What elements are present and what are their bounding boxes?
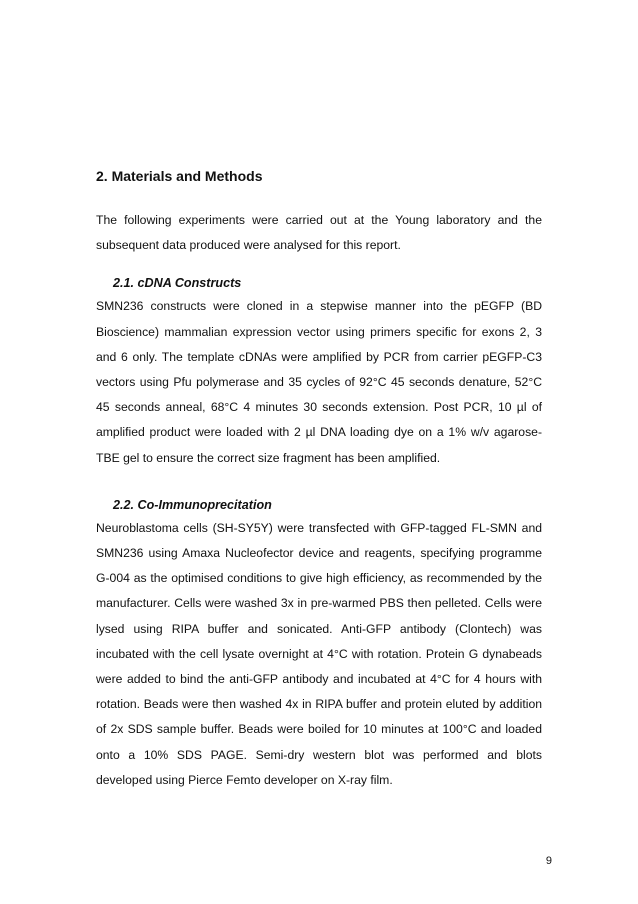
subsection-body-cdna-constructs: SMN236 constructs were cloned in a stepwise manner into the pEGFP (BD Bioscience) mammalian expression vector using primers specific for exons 2, 3 and 6 only. The template cDNAs were amplified by PCR from carrier pEGFP-C3 vectors using Pfu polymerase and 35 cycles of 92°C 45 seconds denature, 52°C 45 seconds anneal, 68°C 4 minutes 30 seconds extension. Post PCR, 10 µl of amplified product were loaded with 2 µl DNA loading dye on a 1% w/v agarose-TBE gel to ensure the correct size fragment has been amplified. (96, 299, 542, 465)
subsection-heading-co-immunoprecitation: 2.2. Co-Immunoprecitation (113, 497, 272, 512)
page-content (96, 167, 542, 793)
section-intro-paragraph: The following experiments were carried out at the Young laboratory and the subsequent data produced were analysed for this report. (96, 213, 542, 253)
section-heading: 2. Materials and Methods (96, 168, 263, 184)
subsection-heading-cdna-constructs: 2.1. cDNA Constructs (113, 276, 242, 291)
page-number: 9 (545, 855, 552, 867)
subsection-body-co-immunoprecitation: Neuroblastoma cells (SH-SY5Y) were transfected with GFP-tagged FL-SMN and SMN236 using Amaxa Nucleofector device and reagents, specifying programme G-004 as the optimised conditions to give high efficiency, as recommended by the manufacturer. Cells were washed 3x in pre-warmed PBS then pelleted. Cells were lysed using RIPA buffer and sonicated. Anti-GFP antibody (Clontech) was incubated with the cell lysate overnight at 4°C with rotation. Protein G dynabeads were added to bind the anti-GFP antibody and incubated at 4°C for 4 hours with rotation. Beads were then washed 4x in RIPA buffer and protein eluted by addition of 2x SDS sample buffer. Beads were boiled for 10 minutes at 100°C and loaded onto a 10% SDS PAGE. Semi-dry western blot was performed and blots developed using Pierce Femto developer on X-ray film. (96, 520, 542, 787)
